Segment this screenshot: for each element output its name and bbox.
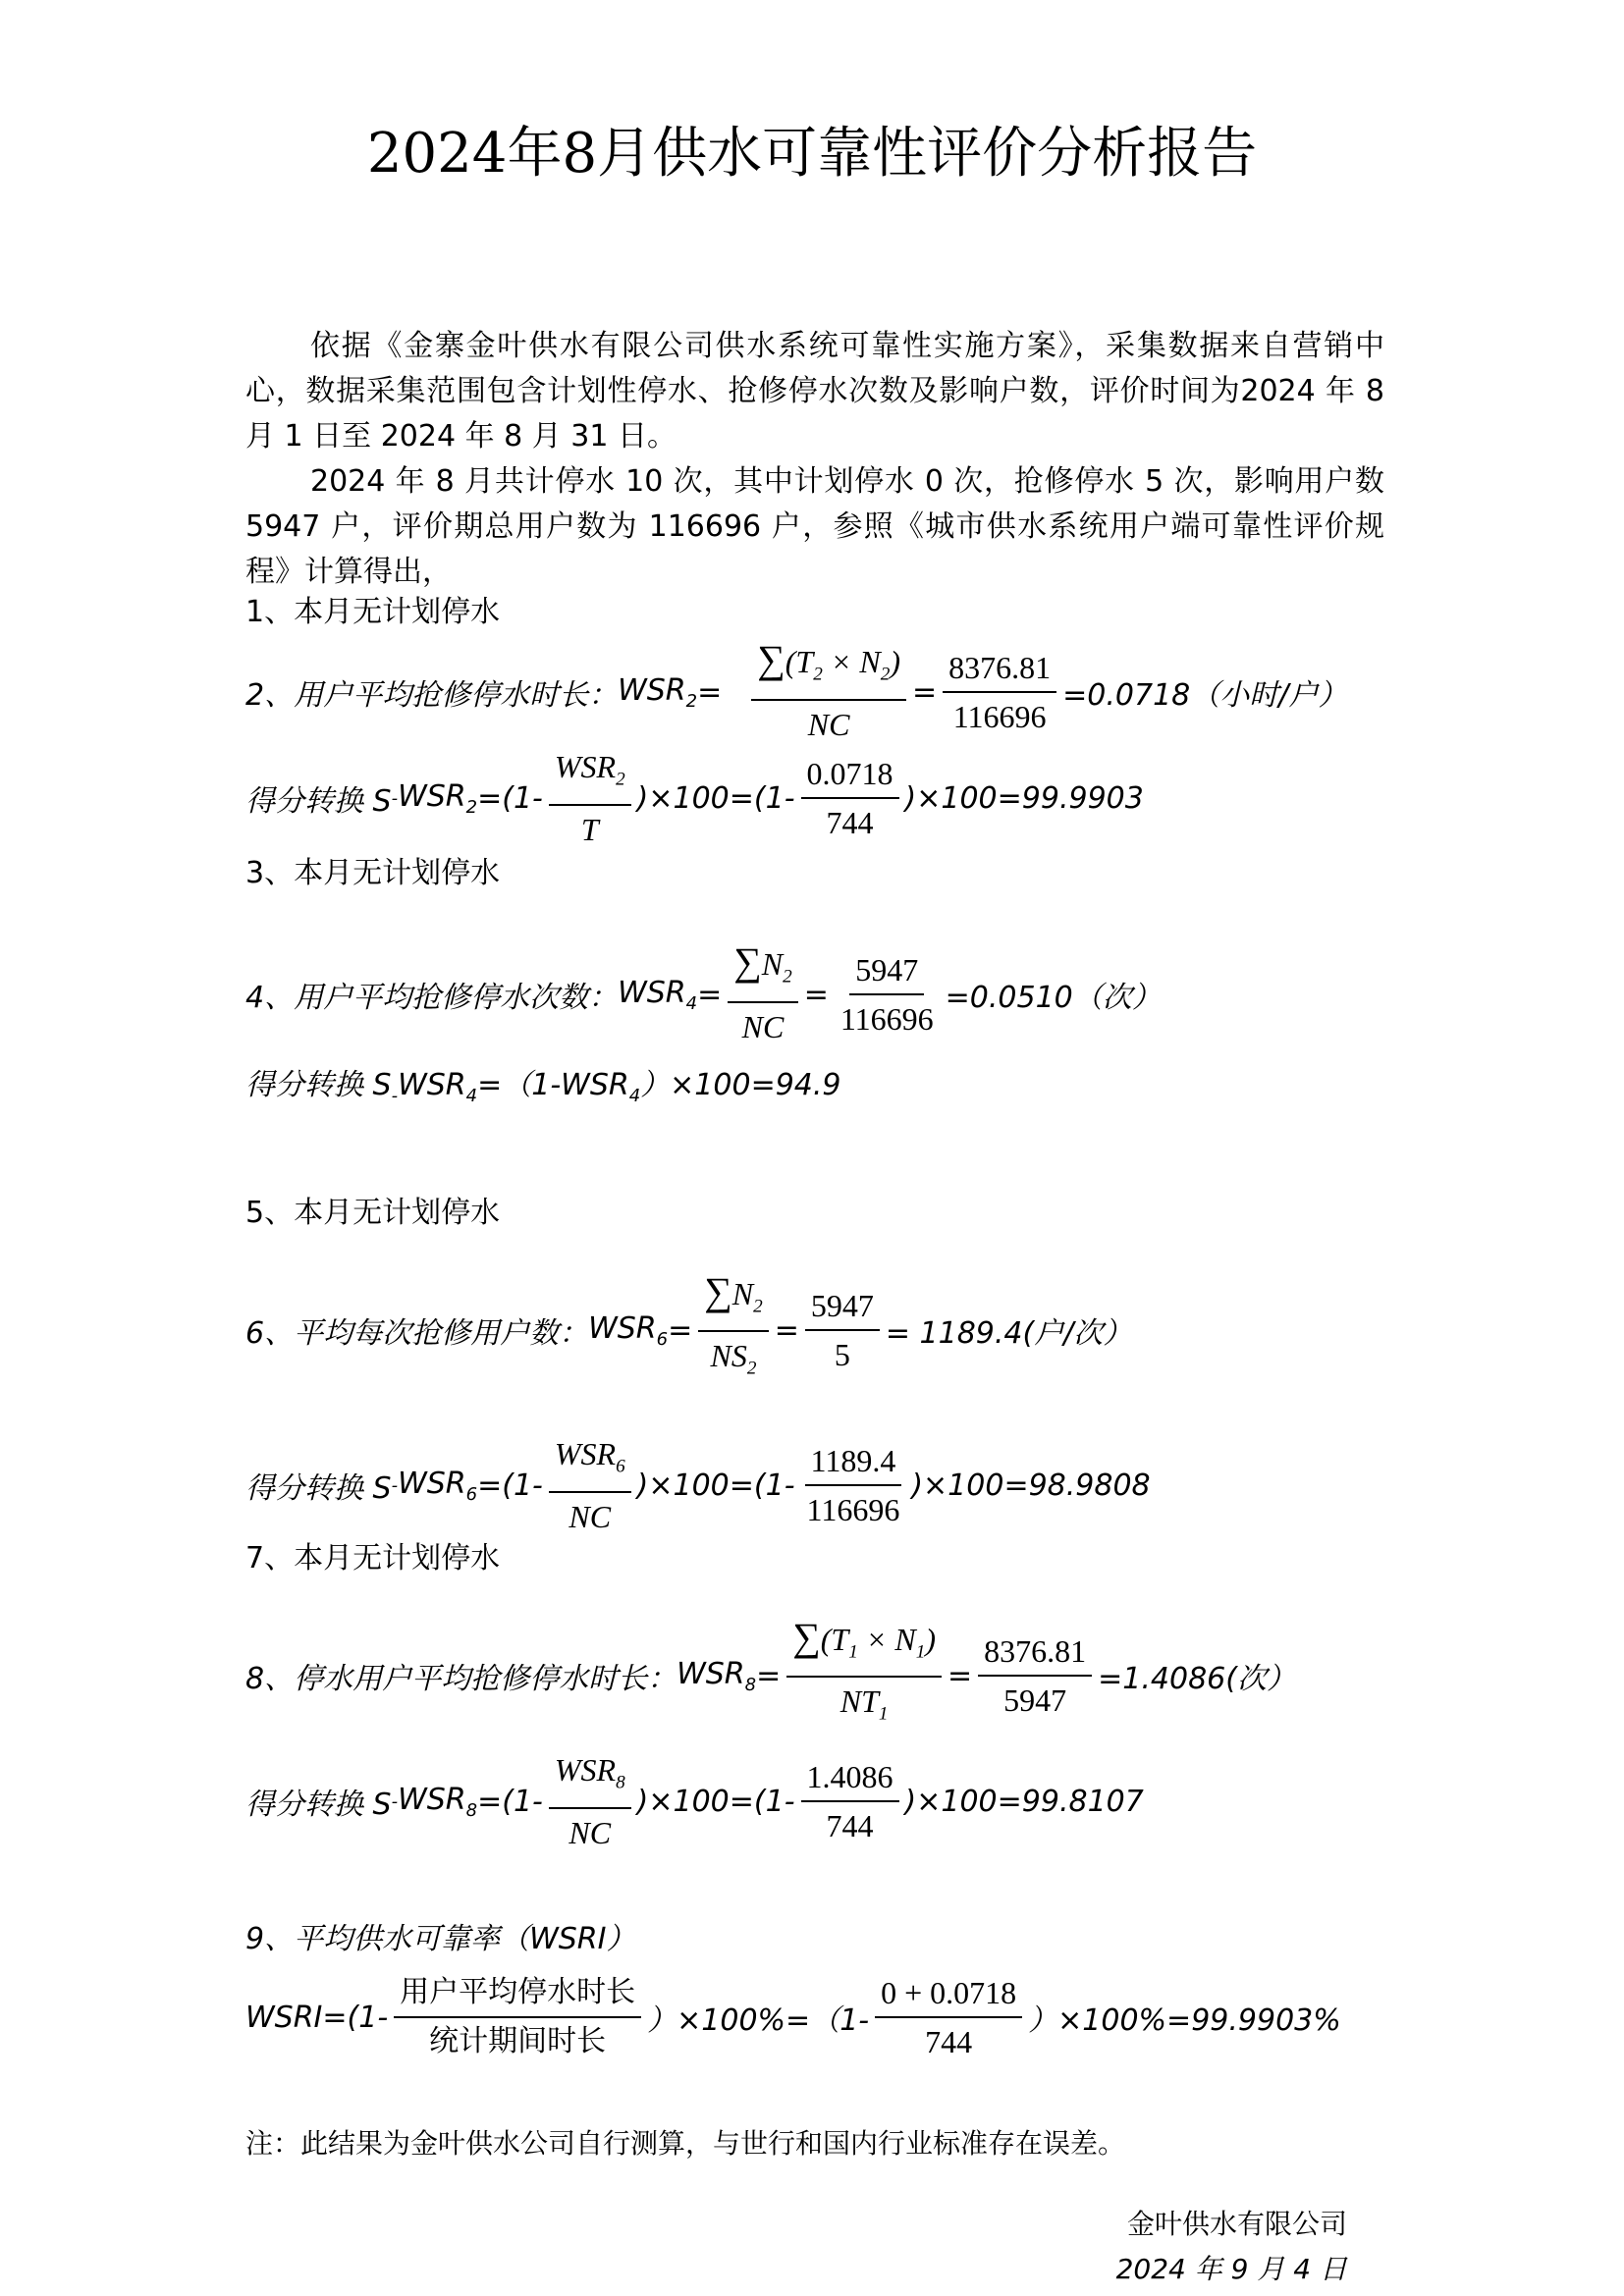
report-title: 2024年8月供水可靠性评价分析报告	[366, 122, 1258, 186]
value-fraction: $\frac{8376.81}{116696}$	[943, 648, 1056, 736]
formula-label: 6、平均每次抢修用户数：	[245, 1316, 589, 1351]
score-label: 得分转换 S	[245, 784, 392, 819]
formula-label: 4、用户平均抢修停水次数：	[245, 981, 619, 1015]
formula-result: =0.0510（次）	[945, 981, 1162, 1015]
item-3: 3、本月无计划停水	[245, 856, 501, 890]
formula-wsr4: 4、用户平均抢修停水次数： $WSR_4$ = $\frac{\sum N_2}{NC}$ = $\frac{5947}{116696}$ =0.0510（次）	[245, 939, 1162, 1044]
signature-company: 金叶供水有限公司	[1126, 2208, 1347, 2240]
formula-wsr8: 8、停水用户平均抢修停水时长： $WSR_8$ = $\frac{\sum(T_1 \times N_1)}{NT_1}$ = $\frac{8376.81}{5947}$ =1.4086(次）	[245, 1622, 1296, 1730]
wsri-fraction: $\frac{\text{用户平均停水时长}}{\text{统计期间时长}}$	[394, 1973, 641, 2061]
formula-wsr2: 2、用户平均抢修停水时长： $WSR_2$ = $\frac{\sum(T_2 \times N_2)}{NC}$ = $\frac{8376.81}{116696}$ =0.0718（小时/户）	[245, 637, 1348, 742]
formula-fraction: $\frac{\sum N_2}{NS_2}$	[698, 1272, 768, 1389]
score-wsr2: 得分转换 S - $WSR_2$ =(1- $\frac{WSR_2}{T}$ )×100=(1- $\frac{0.0718}{744}$ )×100=99.9903	[245, 749, 1144, 847]
item-1: 1、本月无计划停水	[245, 595, 501, 629]
value-fraction: $\frac{5947}{5}$	[805, 1286, 880, 1374]
item-9: 9、平均供水可靠率（WSRI）	[245, 1922, 636, 1956]
wsri-value-fraction: $\frac{0 + 0.0718}{744}$	[875, 1973, 1022, 2061]
score-wsr8: 得分转换 S - $WSR_8$ =(1- $\frac{WSR_8}{NC}$ )×100=(1- $\frac{1.4086}{744}$ )×100=99.8107	[245, 1752, 1144, 1850]
score-result: )×100=99.9903	[904, 780, 1144, 816]
score-wsr4: 得分转换 $S_-WSR_4=(1-WSR_4)\times 100=94.9$	[245, 1068, 841, 1106]
score-fraction: $\frac{WSR_8}{NC}$	[549, 1750, 631, 1851]
formula-label: 2、用户平均抢修停水时长：	[245, 678, 619, 713]
formula-var: WSR	[618, 672, 686, 708]
score-fraction: $\frac{WSR_2}{T}$	[549, 747, 631, 848]
item-7: 7、本月无计划停水	[245, 1541, 501, 1575]
formula-result: =0.0718（小时/户）	[1062, 678, 1348, 713]
formula-fraction: $\frac{\sum(T_1 \times N_1)}{NT_1}$	[786, 1618, 942, 1735]
item-5: 5、本月无计划停水	[245, 1196, 501, 1230]
value-fraction: $\frac{8376.81}{5947}$	[978, 1631, 1092, 1720]
formula-fraction: $\frac{\sum N_2}{NC}$	[728, 942, 797, 1045]
formula-result: = 1189.4(户/次）	[885, 1316, 1133, 1351]
intro-paragraph-1: 依据《金寨金叶供水有限公司供水系统可靠性实施方案》，采集数据来自营销中心，数据采集范围包含计划性停水、抢修停水次数及影响户数，评价时间为2024 年 8 月 1 日至 2024 年 8 月 31 日。	[245, 329, 1384, 454]
score-value-fraction: $\frac{1.4086}{744}$	[801, 1757, 899, 1845]
score-fraction: $\frac{WSR_6}{NC}$	[549, 1434, 631, 1535]
intro-paragraph-2: 2024 年 8 月共计停水 10 次，其中计划停水 0 次，抢修停水 5 次，影响用户数 5947 户，评价期总用户数为 116696 户，参照《城市供水系统用户端可靠性评价规程》计算得出，	[245, 464, 1384, 589]
formula-wsr6: 6、平均每次抢修用户数： $WSR_6$ = $\frac{\sum N_2}{NS_2}$ = $\frac{5947}{5}$ = 1189.4(户/次）	[245, 1276, 1132, 1384]
formula-wsri: WSRI=(1- $\frac{\text{用户平均停水时长}}{\text{统计期间时长}}$ ）×100%=（1- $\frac{0 + 0.0718}{744}$ ）×100%=99.9903%	[245, 1975, 1341, 2059]
formula-sub: 2	[685, 690, 698, 712]
formula-fraction: $\frac{\sum(T_2 \times N_2)}{NC}$	[751, 640, 906, 743]
formula-label: 8、停水用户平均抢修停水时长：	[245, 1662, 677, 1696]
score-value-fraction: $\frac{0.0718}{744}$	[801, 754, 899, 842]
formula-eq: =	[697, 674, 723, 710]
score-value-fraction: $\frac{1189.4}{116696}$	[806, 1443, 900, 1527]
score-wsr6: 得分转换 S - $WSR_6$ =(1- $\frac{WSR_6}{NC}$ )×100=(1- $\frac{1189.4}{116696}$ )×100=98.9808	[245, 1436, 1151, 1534]
formula-result: =1.4086(次）	[1098, 1662, 1296, 1696]
footnote: 注：此结果为金叶供水公司自行测算，与世行和国内行业标准存在误差。	[245, 2127, 1126, 2160]
signature-date: 2024 年 9 月 4 日	[1115, 2253, 1347, 2285]
value-fraction: $\frac{5947}{116696}$	[839, 952, 934, 1037]
